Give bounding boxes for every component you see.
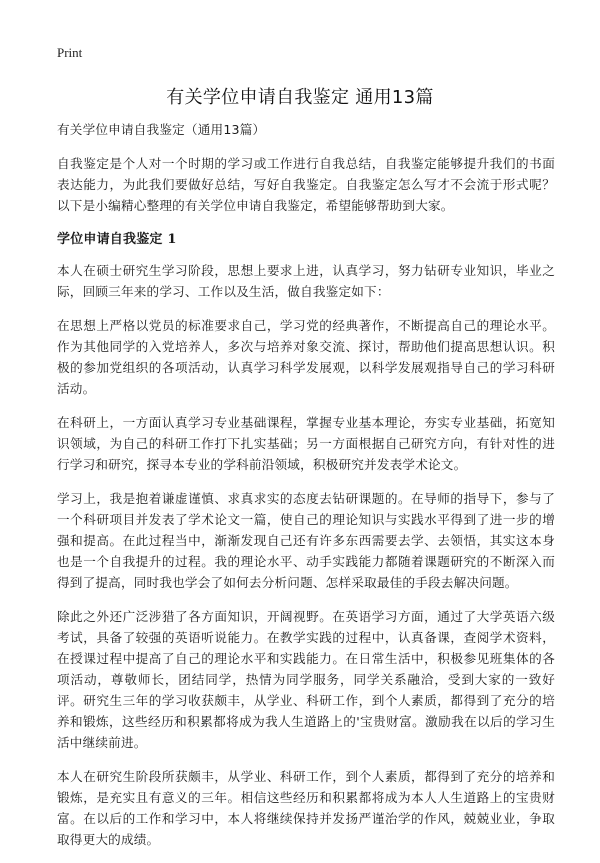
- body-paragraph: 学习上，我是抱着谦虚谨慎、求真求实的态度去钻研课题的。在导师的指导下，参与了一个科研项目并发表了学术论文一篇，使自己的理论知识与实践水平得到了进一步的增强和提高。在此过程当中，渐渐发现自己还有许多东西需要去学、去领悟，其实这本身也是一个自我提升的过程。我的理论水平、动手实践能力都随着课题研究的不断深入而得到了提高，同时我也学会了如何去分析问题、怎样采取最佳的手段去解决问题。: [57, 491, 555, 590]
- section-heading: 学位申请自我鉴定 1: [57, 232, 177, 247]
- body-paragraph: 在思想上严格以党员的标准要求自己，学习党的经典著作，不断提高自己的理论水平。作为其他同学的入党培养人，多次与培养对象交流、探讨，帮助他们提高思想认识。积极的参加党组织的各项活动，认真学习科学发展观，以科学发展观指导自己的学习科研活动。: [57, 318, 555, 396]
- body-paragraph: 在科研上，一方面认真学习专业基础课程，掌握专业基本理论，夯实专业基础，拓宽知识领域，为自己的科研工作打下扎实基础；另一方面根据自己研究方向，有针对性的进行学习和研究，探寻本专业的学科前沿领域，积极研究并发表学术论文。: [57, 415, 555, 472]
- print-label: Print: [57, 45, 83, 60]
- document-subtitle: 有关学位申请自我鉴定（通用13篇）: [57, 122, 266, 137]
- body-paragraph: 除此之外还广泛涉猎了各方面知识，开阔视野。在英语学习方面，通过了大学英语六级考试，具备了较强的英语听说能力。在教学实践的过程中，认真备课，查阅学术资料，在授课过程中提高了自己的理论水平和实践能力。在日常生活中，积极参见班集体的各项活动，尊敬师长，团结同学，热情为同学服务，同学关系融洽，受到大家的一致好评。研究生三年的学习收获颇丰，从学业、科研工作，到个人素质，都得到了充分的培养和锻炼，这些经历和积累都将成为我人生道路上的'宝贵财富。激励我在以后的学习生活中继续前进。: [57, 609, 555, 750]
- body-paragraph: 本人在硕士研究生学习阶段，思想上要求上进，认真学习，努力钻研专业知识，毕业之际，回顾三年来的学习、工作以及生活，做自我鉴定如下：: [57, 263, 555, 299]
- body-paragraph: 本人在研究生阶段所获颇丰，从学业、科研工作，到个人素质，都得到了充分的培养和锻炼，是充实且有意义的三年。相信这些经历和积累都将成为本人人生道路上的宝贵财富。在以后的工作和学习中，本人将继续保持并发扬严谨治学的作风，兢兢业业，争取取得更大的成绩。: [57, 769, 555, 847]
- intro-paragraph: 自我鉴定是个人对一个时期的学习或工作进行自我总结，自我鉴定能够提升我们的书面表达能力，为此我们要做好总结，写好自我鉴定。自我鉴定怎么写才不会流于形式呢？以下是小编精心整理的有关学位申请自我鉴定，希望能够帮助到大家。: [57, 156, 555, 213]
- document-body: [57, 119, 555, 863]
- document-title: 有关学位申请自我鉴定 通用13篇: [166, 87, 434, 108]
